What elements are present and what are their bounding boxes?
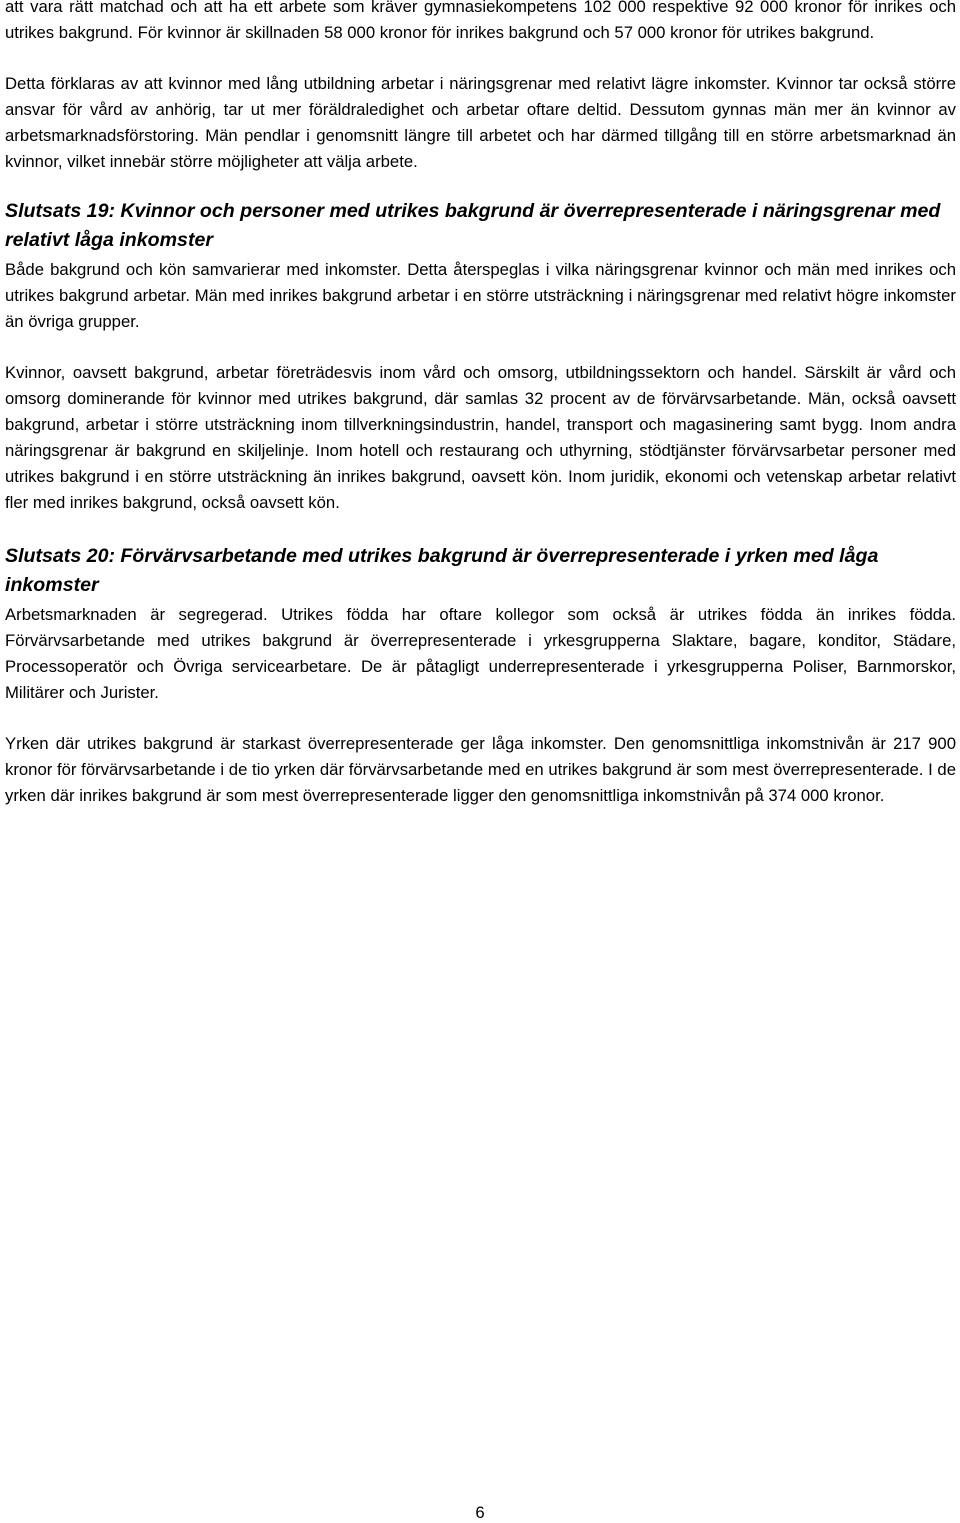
paragraph-background-gender-income: Både bakgrund och kön samvarierar med inkomster. Detta återspeglas i vilka näringsgrenar kvinnor och män med inrikes och utrikes bakgrund arbetar. Män med inrikes bakgrund arbetar i en större utsträckning i näringsgrenar med relativt högre inkomster än övriga grupper. — [5, 260, 956, 331]
paragraph-occupation-income-levels: Yrken där utrikes bakgrund är starkast överrepresenterade ger låga inkomster. Den genomsnittliga inkomstnivån är 217 900 kronor för förvärvsarbetande i de tio yrken där förvärvsarbetande med en utrikes bakgrund är som mest överrepresenterade. I de yrken där inrikes bakgrund är som mest överrepresenterade ligger den genomsnittliga inkomstnivån på 374 000 kronor. — [5, 734, 956, 805]
paragraph-income-matching: att vara rätt matchad och att ha ett arbete som kräver gymnasiekompetens 102 000 respektive 92 000 kronor för inrikes och utrikes bakgrund. För kvinnor är skillnaden 58 000 kronor för inrikes bakgrund och 57 000 kronor för utrikes bakgrund. — [5, 0, 956, 42]
paragraph-gender-explanation: Detta förklaras av att kvinnor med lång utbildning arbetar i näringsgrenar med relativt lägre inkomster. Kvinnor tar också större ansvar för vård av anhörig, tar ut mer föräldraledighet och arbetar oftare deltid. Dessutom gynnas män mer än kvinnor av arbetsmarknadsförstoring. Män pendlar i genomsnitt längre till arbetet och har därmed tillgång till en större arbetsmarknad än kvinnor, vilket innebär större möjligheter att välja arbete. — [5, 74, 956, 171]
heading-slutsats-19: Slutsats 19: Kvinnor och personer med utrikes bakgrund är överrepresenterade i näringsgrenar med relativt låga inkomster — [5, 200, 941, 251]
paragraph-industry-distribution: Kvinnor, oavsett bakgrund, arbetar företrädesvis inom vård och omsorg, utbildningssektorn och handel. Särskilt är vård och omsorg dominerande för kvinnor med utrikes bakgrund, där samlas 32 procent av de förvärvsarbetande. Män, också oavsett bakgrund, arbetar i större utsträckning inom tillverkningsindustrin, handel, transport och magasinering samt bygg. Inom andra näringsgrenar är bakgrund en skiljelinje. Inom hotell och restaurang och uthyrning, stödtjänster förvärvsarbetar personer med utrikes bakgrund i en större utsträckning än inrikes bakgrund, oavsett kön. Inom juridik, ekonomi och vetenskap arbetar relativt fler med inrikes bakgrund, också oavsett kön. — [5, 363, 956, 512]
document-page — [5, 0, 956, 809]
paragraph-segregated-labour-market: Arbetsmarknaden är segregerad. Utrikes födda har oftare kollegor som också är utrikes födda än inrikes födda. Förvärvsarbetande med utrikes bakgrund är överrepresenterade i yrkesgrupperna Slaktare, bagare, konditor, Städare, Processoperatör och Övriga servicearbetare. De är påtagligt underrepresenterade i yrkesgrupperna Poliser, Barnmorskor, Militärer och Jurister. — [5, 605, 956, 702]
page-number: 6 — [475, 1503, 485, 1522]
heading-slutsats-20: Slutsats 20: Förvärvsarbetande med utrikes bakgrund är överrepresenterade i yrken med låga inkomster — [5, 545, 879, 596]
